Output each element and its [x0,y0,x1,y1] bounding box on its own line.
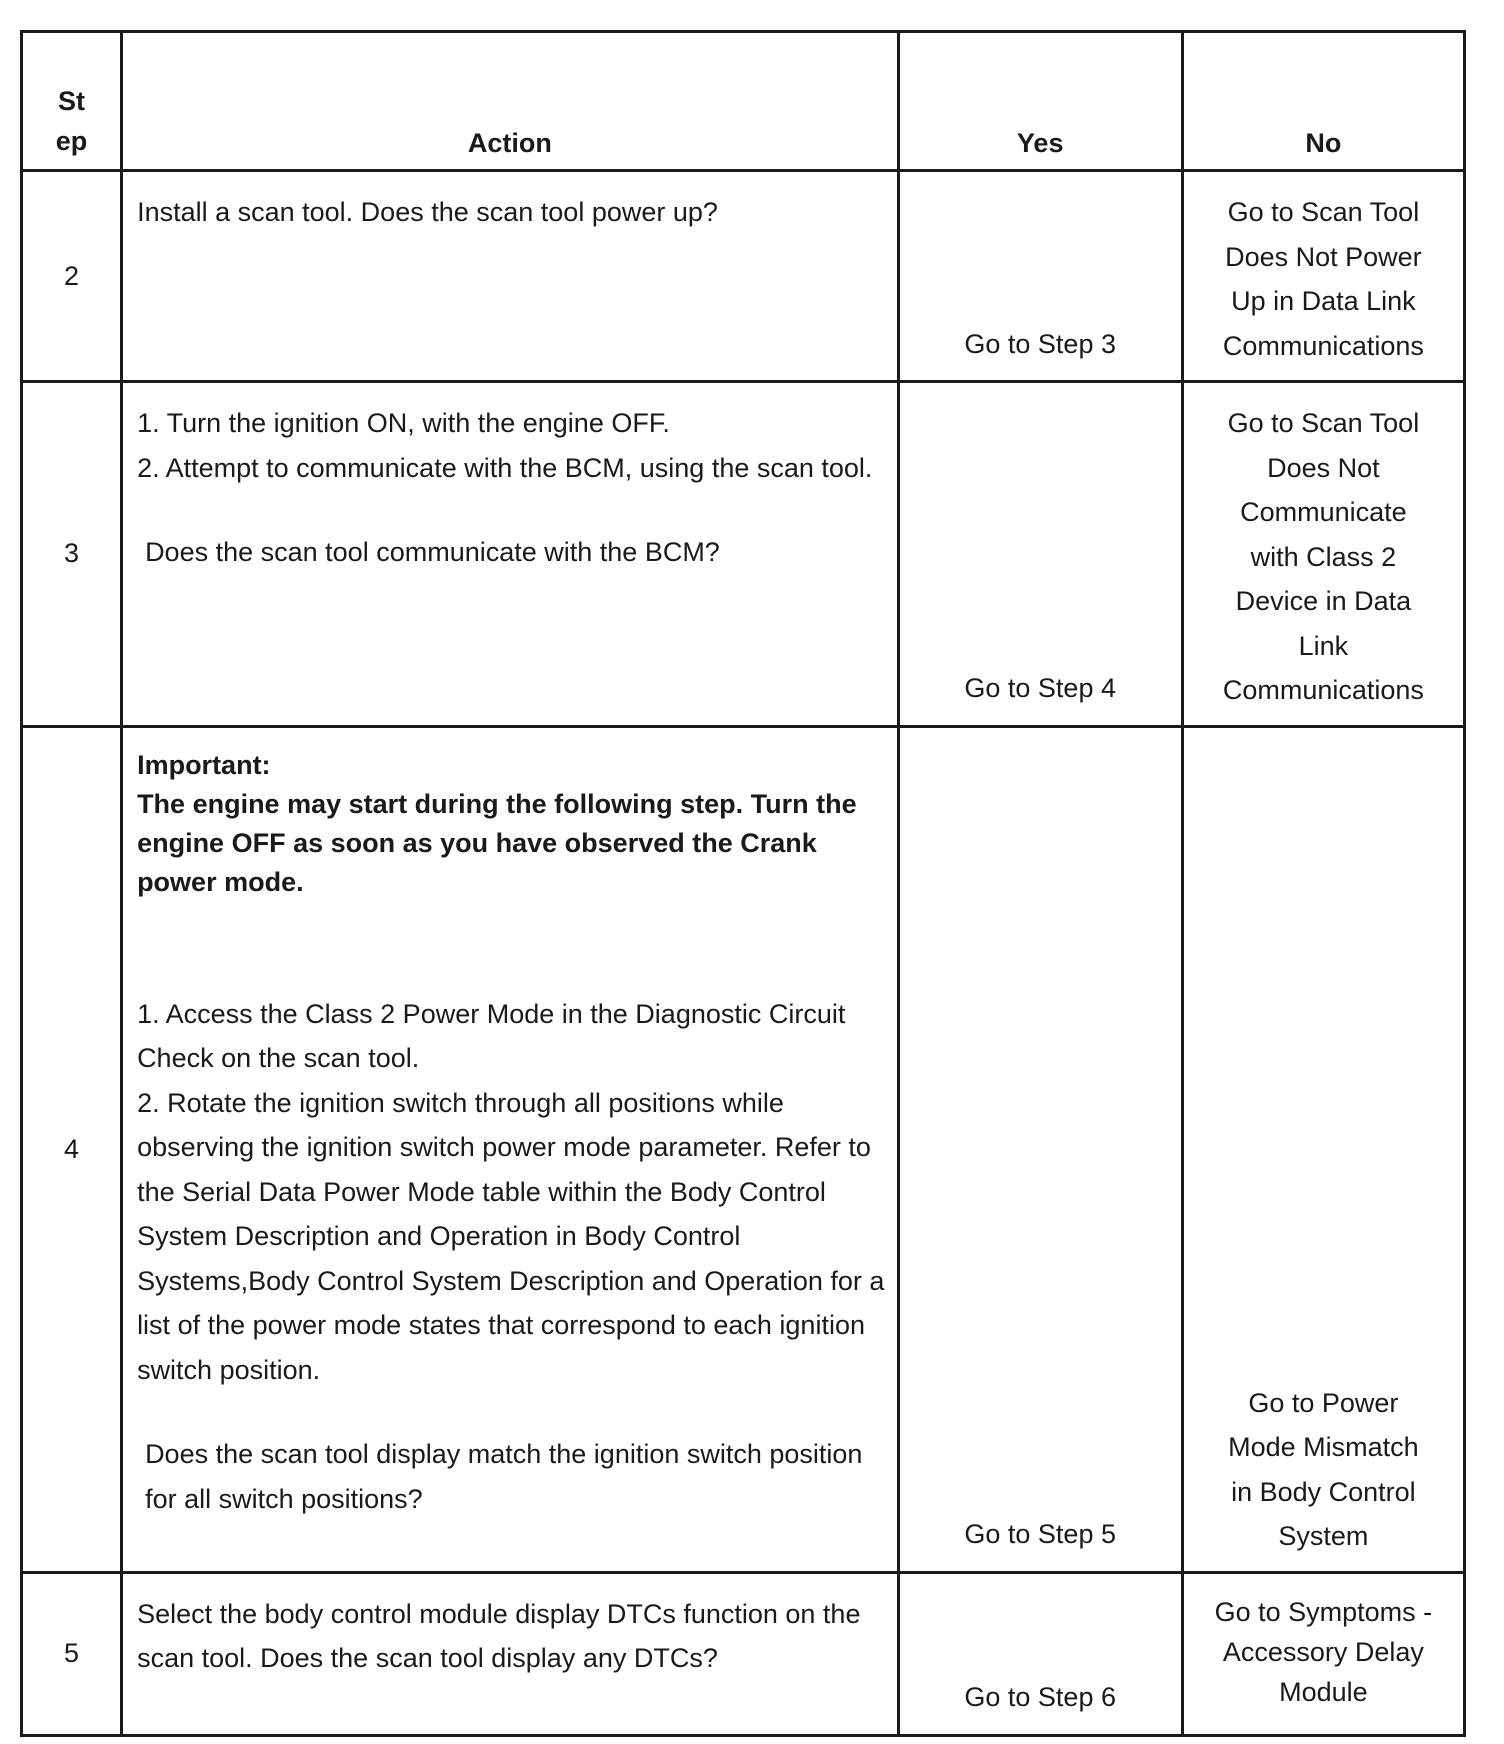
step-number: 5 [22,1572,122,1735]
no-cell: Go to Power Mode Mismatch in Body Control System [1182,726,1464,1572]
action-cell [122,382,899,727]
header-action: Action [122,32,899,171]
yes-cell: Go to Step 6 [898,1572,1182,1735]
step-number: 2 [22,171,122,382]
action-cell [122,726,899,1572]
header-step: St ep [22,32,122,171]
no-cell: Go to Symptoms - Accessory Delay Module [1182,1572,1464,1735]
header-yes: Yes [898,32,1182,171]
action-item: 2. Attempt to communicate with the BCM, using the scan tool. [137,452,873,483]
step-number: 3 [22,382,122,727]
no-cell: Go to Scan Tool Does Not Communicate with Class 2 Device in Data Link Communications [1182,382,1464,727]
no-cell: Go to Scan Tool Does Not Power Up in Data Link Communications [1182,171,1464,382]
yes-cell: Go to Step 4 [898,382,1182,727]
important-note: Important: The engine may start during the following step. Turn the engine OFF as soon as you have observed the Crank power mode. [137,749,857,897]
action-cell [122,171,899,382]
header-row [22,32,1465,171]
action-question: Does the scan tool display match the ignition switch position for all switch positions? [145,1439,863,1514]
table-row [22,382,1465,727]
action-item: 1. Turn the ignition ON, with the engine OFF. [137,408,670,438]
yes-cell: Go to Step 3 [898,171,1182,382]
header-no: No [1182,32,1464,171]
table-row [22,171,1465,382]
action-item: 1. Access the Class 2 Power Mode in the Diagnostic Circuit Check on the scan tool. [137,998,846,1073]
diagnostic-table [20,30,1466,1737]
action-cell [122,1572,899,1735]
table-row [22,1572,1465,1735]
action-question: Does the scan tool communicate with the BCM? [145,537,720,567]
action-text: Select the body control module display DTCs function on the scan tool. Does the scan tool display any DTCs? [137,1598,861,1673]
step-number: 4 [22,726,122,1572]
action-item: 2. Rotate the ignition switch through all positions while observing the ignition switch power mode parameter. Refer to the Serial Data Power Mode table within the Body Control System Description and Operation in Body Control Systems,Body Control System Description and Operation for a list of the power mode states that correspond to each ignition switch position. [137,1087,885,1385]
yes-cell: Go to Step 5 [898,726,1182,1572]
table-row [22,726,1465,1572]
action-text: Install a scan tool. Does the scan tool power up? [137,197,718,227]
